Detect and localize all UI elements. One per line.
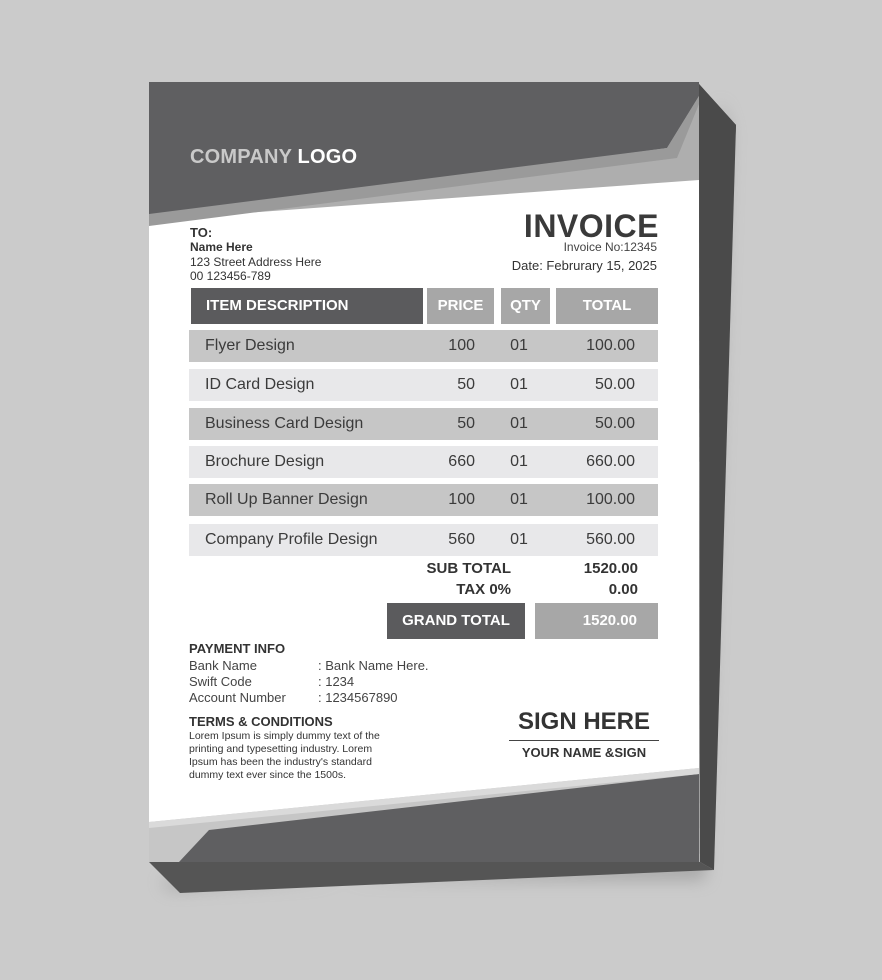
signature-line xyxy=(509,740,659,741)
bank-name-value: : Bank Name Here. xyxy=(318,658,429,673)
company-logo xyxy=(190,146,357,169)
row-price: 50 xyxy=(457,415,475,432)
row-total: 50.00 xyxy=(594,376,635,393)
invoice-number: Invoice No:12345 xyxy=(563,240,657,254)
row-total: 100.00 xyxy=(586,337,635,354)
row-description: ID Card Design xyxy=(205,376,315,393)
row-description: Business Card Design xyxy=(205,415,364,432)
bill-to-label: TO: xyxy=(190,225,213,240)
sign-here-heading: SIGN HERE xyxy=(517,708,651,735)
invoice-date: Date: Februrary 15, 2025 xyxy=(511,258,657,273)
tax-value: 0.00 xyxy=(608,581,638,598)
table-row xyxy=(189,524,658,556)
row-total: 560.00 xyxy=(586,531,635,548)
row-total: 660.00 xyxy=(586,453,635,470)
terms-text: Lorem Ipsum is simply dummy text of the printing and typesetting industry. Lorem Ipsum has been the industry's standard dummy text ever since the 1500s. xyxy=(189,730,380,781)
bill-to-name: Name Here xyxy=(190,240,253,254)
table-row xyxy=(189,446,658,478)
invoice-title: INVOICE xyxy=(523,208,659,244)
row-total: 100.00 xyxy=(586,491,635,508)
bank-name-label: Bank Name xyxy=(189,658,257,673)
row-qty: 01 xyxy=(510,453,528,470)
bill-to-phone: 00 123456-789 xyxy=(190,269,271,283)
row-qty: 01 xyxy=(510,337,528,354)
row-qty: 01 xyxy=(510,376,528,393)
table-row xyxy=(189,408,658,440)
row-qty: 01 xyxy=(510,415,528,432)
row-total: 50.00 xyxy=(594,415,635,432)
bill-to-address: 123 Street Address Here xyxy=(190,255,322,269)
payment-info-heading: PAYMENT INFO xyxy=(189,641,286,656)
signature-caption: YOUR NAME &SIGN xyxy=(521,745,647,760)
row-price: 50 xyxy=(457,376,475,393)
account-number-value: : 1234567890 xyxy=(318,690,398,705)
tax-label: TAX 0% xyxy=(456,581,511,598)
company-logo-part1: COMPANY xyxy=(190,146,292,168)
table-row xyxy=(189,330,658,362)
swift-code-value: : 1234 xyxy=(318,674,355,689)
row-price: 100 xyxy=(448,491,475,508)
subtotal-value: 1520.00 xyxy=(583,560,638,577)
row-price: 560 xyxy=(448,531,475,548)
row-qty: 01 xyxy=(510,531,528,548)
row-price: 660 xyxy=(448,453,475,470)
header-total: TOTAL xyxy=(556,288,658,324)
row-price: 100 xyxy=(448,337,475,354)
header-item-description: ITEM DESCRIPTION xyxy=(191,288,423,324)
header-price: PRICE xyxy=(427,288,494,324)
row-qty: 01 xyxy=(510,491,528,508)
row-description: Company Profile Design xyxy=(205,531,378,548)
invoice-sheet xyxy=(149,82,699,862)
row-description: Flyer Design xyxy=(205,337,295,354)
table-row xyxy=(189,369,658,401)
table-row xyxy=(189,484,658,516)
terms-heading: TERMS & CONDITIONS xyxy=(189,714,333,729)
row-description: Roll Up Banner Design xyxy=(205,491,368,508)
grand-total-value: 1520.00 xyxy=(535,603,658,639)
row-description: Brochure Design xyxy=(205,453,325,470)
grand-total-label: GRAND TOTAL xyxy=(387,603,525,639)
swift-code-label: Swift Code xyxy=(189,674,252,689)
account-number-label: Account Number xyxy=(189,690,286,705)
subtotal-label: SUB TOTAL xyxy=(426,560,511,577)
company-logo-part2: LOGO xyxy=(297,146,358,168)
header-qty: QTY xyxy=(501,288,550,324)
